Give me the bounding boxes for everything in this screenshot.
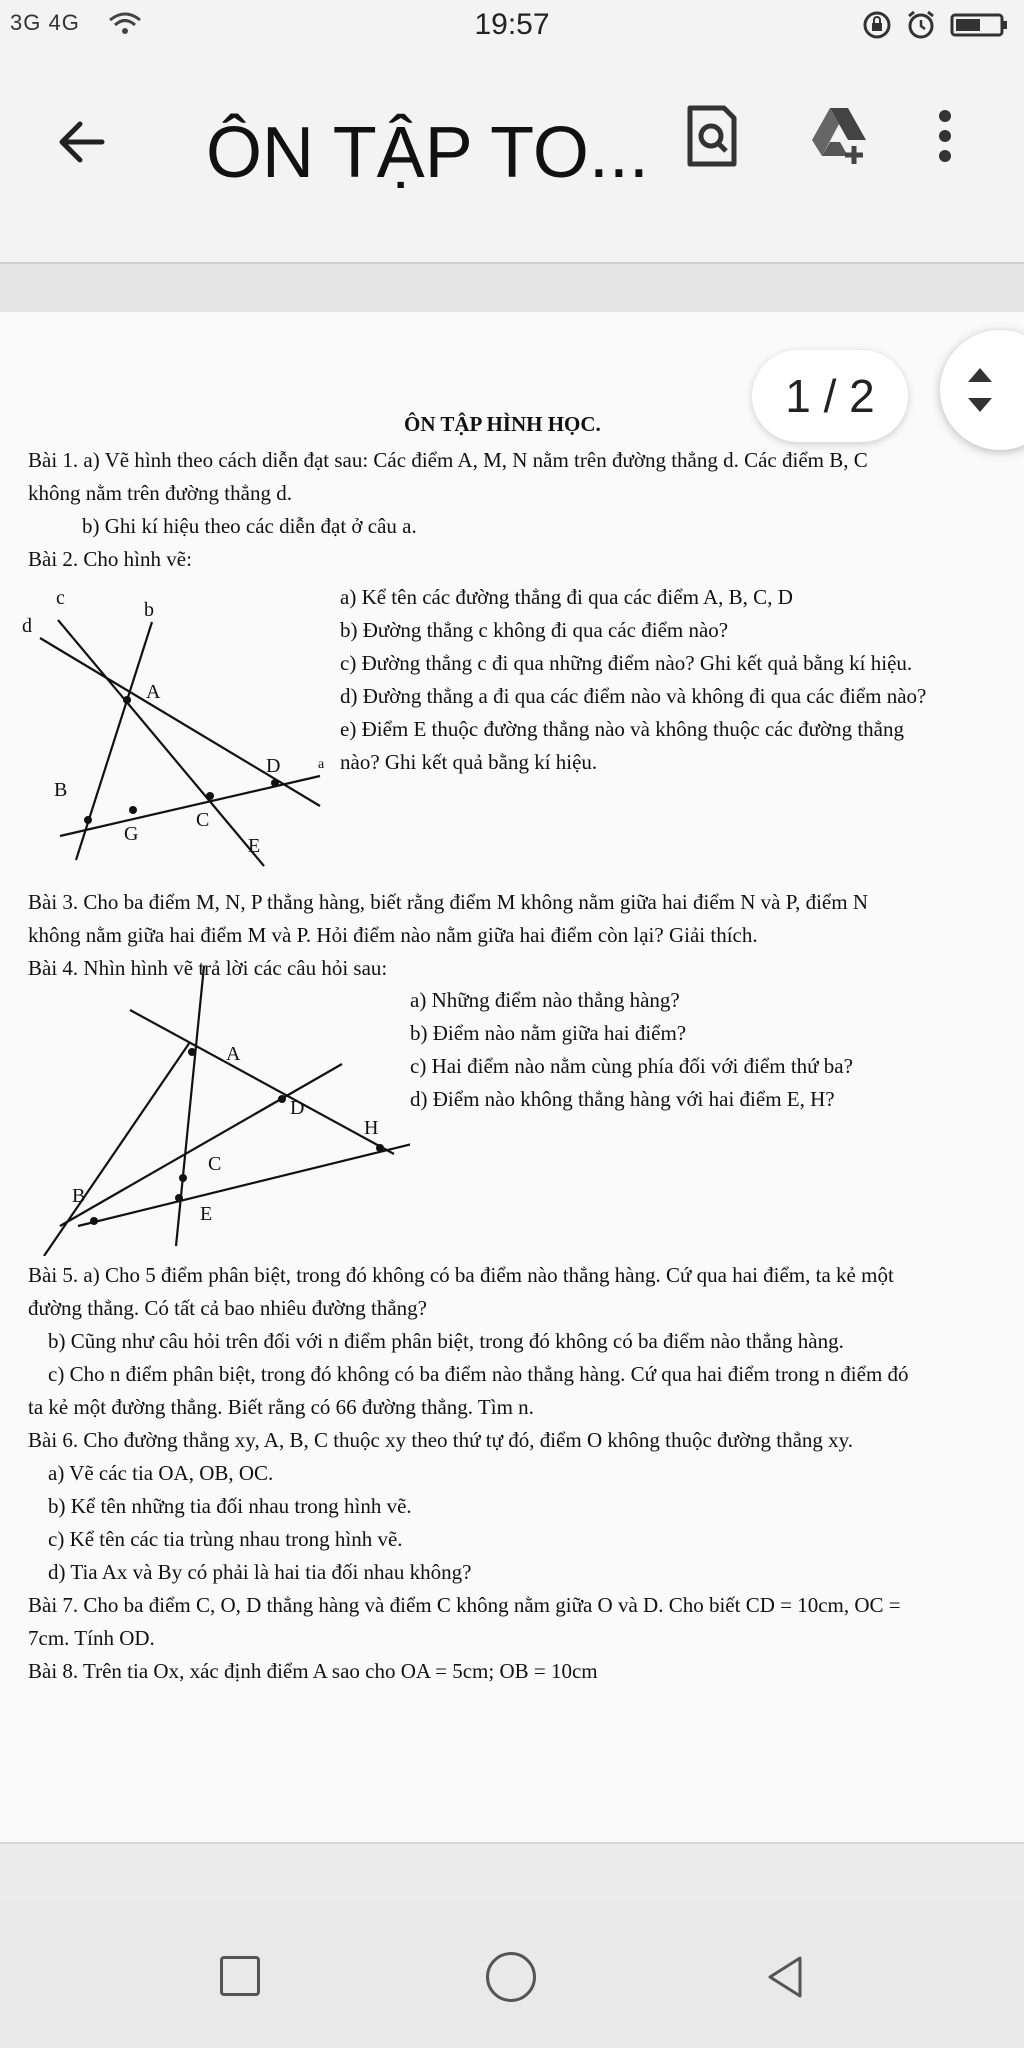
clock: 19:57 xyxy=(474,8,550,41)
text-line: b) Cũng như câu hỏi trên đối với n điểm phân biệt, trong đó không có ba điểm nào thẳng hàng. xyxy=(48,1329,844,1353)
text-line: Bài 5. a) Cho 5 điểm phân biệt, trong đó không có ba điểm nào thẳng hàng. Cứ qua hai điểm, ta kẻ một xyxy=(28,1263,894,1287)
figure-label: D xyxy=(290,1097,305,1119)
figure-label: c xyxy=(56,587,65,609)
document-title: ÔN TẬP TO... xyxy=(206,113,649,193)
figure-label: E xyxy=(200,1203,213,1225)
text-line: Bài 7. Cho ba điểm C, O, D thẳng hàng và điểm C không nằm giữa O và D. Cho biết CD = 10cm, OC = xyxy=(28,1593,901,1617)
text-line: d) Điểm nào không thẳng hàng với hai điểm E, H? xyxy=(410,1087,835,1111)
figure-label: a xyxy=(318,757,325,772)
figure-label: b xyxy=(144,599,154,621)
back-nav-icon[interactable] xyxy=(760,1952,810,2007)
home-icon[interactable] xyxy=(486,1952,536,2002)
figure-label: B xyxy=(54,779,68,801)
document-search-icon[interactable] xyxy=(680,104,744,168)
figure-label: E xyxy=(248,835,261,857)
text-line: nào? Ghi kết quả bằng kí hiệu. xyxy=(340,750,598,774)
text-line: c) Kể tên các tia trùng nhau trong hình vẽ. xyxy=(48,1527,403,1551)
text-line: 7cm. Tính OD. xyxy=(28,1626,155,1650)
text-line: a) Vẽ các tia OA, OB, OC. xyxy=(48,1461,274,1485)
figure-bai-2 xyxy=(20,580,340,880)
figure-label: A xyxy=(146,681,161,703)
page-gap xyxy=(0,264,1024,312)
text-line: c) Cho n điểm phân biệt, trong đó không có ba điểm nào thẳng hàng. Cứ qua hai điểm trong n điểm đó xyxy=(48,1362,909,1386)
figure-label: G xyxy=(124,823,139,845)
text-line: đường thẳng. Có tất cả bao nhiêu đường thẳng? xyxy=(28,1296,427,1320)
figure-label: d xyxy=(22,615,32,637)
text-line: ta kẻ một đường thẳng. Biết rằng có 66 đường thẳng. Tìm n. xyxy=(28,1395,534,1419)
app-bar xyxy=(0,52,1024,264)
text-line: a) Kể tên các đường thẳng đi qua các điểm A, B, C, D xyxy=(340,585,793,609)
text-line: b) Điểm nào nằm giữa hai điểm? xyxy=(410,1021,687,1045)
figure-label: D xyxy=(266,755,281,777)
text-line: c) Hai điểm nào nằm cùng phía đối với điểm thứ ba? xyxy=(410,1054,853,1078)
text-line: c) Đường thẳng c đi qua những điểm nào? Ghi kết quả bằng kí hiệu. xyxy=(340,651,913,675)
alarm-icon xyxy=(906,10,936,45)
text-line: Bài 8. Trên tia Ox, xác định điểm A sao cho OA = 5cm; OB = 10cm xyxy=(28,1659,598,1683)
scroll-arrows-icon xyxy=(960,360,1000,420)
page-gap-bottom xyxy=(0,1842,1024,1902)
more-vert-icon[interactable] xyxy=(930,104,960,168)
doc-heading: ÔN TẬP HÌNH HỌC. xyxy=(404,412,601,436)
text-line: b) Kể tên những tia đối nhau trong hình vẽ. xyxy=(48,1494,412,1518)
text-line: Bài 1. a) Vẽ hình theo cách diễn đạt sau: Các điểm A, M, N nằm trên đường thẳng d. Các điểm B, C xyxy=(28,448,868,472)
figure-label: C xyxy=(196,809,210,831)
text-line: không nằm trên đường thẳng d. xyxy=(28,481,292,505)
text-line: d) Tia Ax và By có phải là hai tia đối nhau không? xyxy=(48,1560,472,1584)
signal-indicator: 3G 4G xyxy=(10,10,80,35)
add-to-drive-icon[interactable] xyxy=(808,104,872,168)
text-line: không nằm giữa hai điểm M và P. Hỏi điểm nào nằm giữa hai điểm còn lại? Giải thích. xyxy=(28,923,758,947)
figure-label: C xyxy=(208,1153,222,1175)
text-line: Bài 4. Nhìn hình vẽ trả lời các câu hỏi sau: xyxy=(28,956,388,980)
text-line: a) Những điểm nào thẳng hàng? xyxy=(410,988,680,1012)
text-line: Bài 2. Cho hình vẽ: xyxy=(28,547,192,571)
document-page[interactable] xyxy=(0,312,1024,1842)
figure-label: H xyxy=(364,1117,379,1139)
text-line: e) Điểm E thuộc đường thẳng nào và không thuộc các đường thẳng xyxy=(340,717,904,741)
figure-label: A xyxy=(226,1043,241,1065)
recent-apps-icon[interactable] xyxy=(220,1956,260,1996)
text-line: Bài 6. Cho đường thẳng xy, A, B, C thuộc xy theo thứ tự đó, điểm O không thuộc đường thẳng xy. xyxy=(28,1428,854,1452)
battery-icon xyxy=(950,11,1010,44)
system-nav-bar xyxy=(0,1900,1024,2048)
rotation-lock-icon xyxy=(862,10,892,45)
text-line: d) Đường thẳng a đi qua các điểm nào và không đi qua các điểm nào? xyxy=(340,684,927,708)
figure-label: B xyxy=(72,1185,86,1207)
page-indicator: 1 / 2 xyxy=(752,350,908,442)
figure-bai-4 xyxy=(30,964,410,1256)
back-arrow-icon[interactable] xyxy=(52,112,112,172)
text-line: Bài 3. Cho ba điểm M, N, P thẳng hàng, biết rằng điểm M không nằm giữa hai điểm N và P, điểm N xyxy=(28,890,868,914)
text-line: b) Ghi kí hiệu theo các diễn đạt ở câu a. xyxy=(82,514,417,538)
text-line: b) Đường thẳng c không đi qua các điểm nào? xyxy=(340,618,729,642)
status-bar xyxy=(0,0,1024,52)
